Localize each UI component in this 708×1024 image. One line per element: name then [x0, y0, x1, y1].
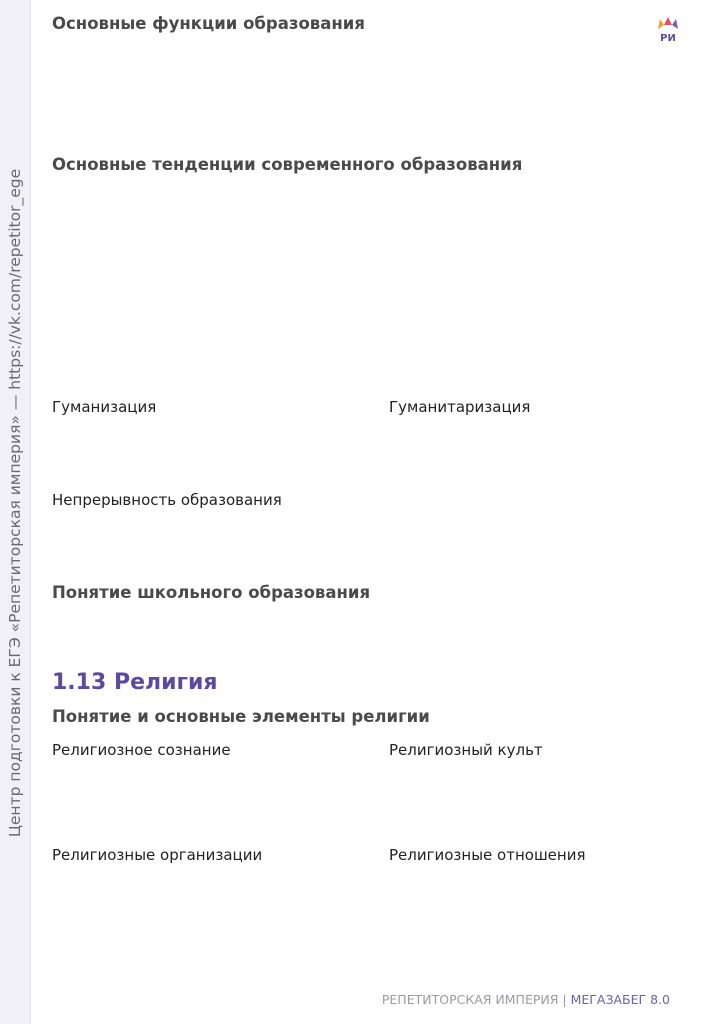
footer-event: МЕГАЗАБЕГ 8.0	[570, 992, 670, 1007]
crown-logo-icon	[655, 16, 681, 44]
side-bar	[0, 0, 31, 1024]
sidebar-vertical-text: Центр подготовки к ЕГЭ «Репетиторская империя» — https://vk.com/repetitor_ege	[6, 168, 24, 838]
term-continuity: Непрерывность образования	[52, 491, 282, 509]
term-religious-relations: Религиозные отношения	[389, 846, 586, 864]
term-humanization: Гуманизация	[52, 398, 157, 416]
footer	[382, 992, 670, 1007]
section-title-religion: 1.13 Религия	[52, 670, 218, 695]
heading-school-education: Понятие школьного образования	[52, 583, 371, 602]
heading-religion-concept: Понятие и основные элементы религии	[52, 707, 430, 726]
heading-functions: Основные функции образования	[52, 14, 365, 33]
term-humanitarization: Гуманитаризация	[389, 398, 531, 416]
footer-separator: |	[562, 992, 567, 1007]
heading-trends: Основные тенденции современного образования	[52, 155, 523, 174]
logo-text: РИ	[660, 33, 676, 44]
footer-brand: РЕПЕТИТОРСКАЯ ИМПЕРИЯ	[381, 992, 559, 1007]
term-religious-consciousness: Религиозное сознание	[52, 741, 231, 759]
term-religious-cult: Религиозный культ	[389, 741, 543, 759]
term-religious-organizations: Религиозные организации	[52, 846, 263, 864]
